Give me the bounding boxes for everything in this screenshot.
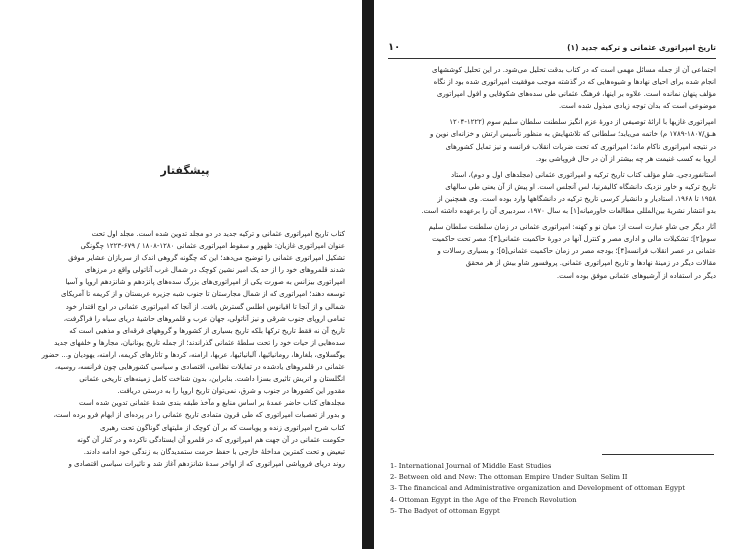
text-line: تبعیض و تحت کمترین مداخلهٔ خارجی با حفظ حرمت ستمدیدگان به زندگی خود ادامه دادند. [83, 447, 345, 456]
text-line: هـق/۱۸۰۷-۱۷۸۹ م) خاتمه می‌یابد؛ سلطانی که تلاشهایش به منظور تأسیس ارتش و خزانه‌ای نوین و [429, 130, 716, 139]
footnote: 2- Between old and New: The ottoman Empire Under Sultan Selim II [390, 473, 628, 482]
text-line: و بدور از تعصبات امپراتوری که طی قرون متمادی تاریخ عثمانی را در پرده‌ای از ابهام فرو برده است، [53, 411, 345, 420]
text-line: امپراتوری بیزانس به صورت یکی از امپراتوری‌های بزرگ سده‌های پانزدهم و شانزدهم اروپا و آسیا [65, 278, 345, 287]
text-line: مجلدهای کتاب حاضر عمدهٔ بر اساس منابع و مآخذ طبقه بندی شدهٔ عثمانی تدوین شده است [79, 399, 345, 408]
text-line: حکومت عثمانی در آن جهت هم امپراتوری که در قلمرو آن ایستادگی ناکرده و در کنار آن گونه [77, 435, 345, 444]
footnote: 3- The financical and Administrative organization and Development of ottoman Egypt [390, 484, 685, 493]
text-line: در نتیجه امپراتوری ناکام ماند؛ امپراتوری که تحت ضربات انقلاب فرانسه و نیز تمایل کشورهای [445, 142, 716, 151]
text-line: ۱۹۵۸ تا ۱۹۶۸، استادیار و دانشیار کرسی تاریخ ترکیه در دانشگاهها وارد بوده است. وی همچنین از [437, 194, 716, 203]
text-line: عنوان امپراتوری غازیان: ظهور و سقوط امپراتوری عثمانی ۱۲۸۰-۱۸۰۸ / ۶۷۹-۱۲۲۳ چگونگی [80, 242, 345, 251]
text-line: دیگر در استفاده از آرشیوهای عثمانی موفق بوده است. [556, 271, 716, 280]
text-line: عثمانی در عصر انقلاب فرانسه[۴]؛ بودجه مصر در زمان حاکمیت عثمانی[۵]؛ و بسیاری رسالات و [437, 247, 716, 256]
text-line: شدند قلمروهای خود را از حد یک امیر نشین کوچک در شمال غرب آناتولی واقع در مرزهای [84, 266, 345, 275]
text-line: انگلستان و اتریش تاثیری بسزا داشت. بنابراین، بدون شناخت کامل زمینه‌های تاریخی عثمانی [79, 375, 345, 384]
text-line: مقدور این کشورها در جنوب و شرق، نمی‌توان تاریخ اروپا را به درستی دریافت. [117, 387, 345, 396]
text-line: تاریخ آن نه فقط تاریخ ترکها بلکه تاریخ بسیاری از کشورها و گروههای فرقه‌ای و مذهبی است که [69, 326, 345, 335]
running-header [388, 42, 716, 58]
text-line: روند دریای فروپاشی امپراتوری که از اواخر سدهٔ شانزدهم آغاز شد و تاثیرات سیاسی اقتصادی و [68, 459, 345, 468]
footnote: 5- The Badyet of ottoman Egypt [390, 506, 500, 515]
text-line: آثار دیگر جی شاو عبارت است از: میان نو و کهنه: امپراتوری عثمانی در زمان سلطنت سلطان سلیم [428, 223, 716, 232]
text-line: عثمانی در قلمروهای یادشده در تمایلات نظامی، اقتصادی و سیاسی کشورهایی چون فرانسه، روسیه، [54, 363, 345, 372]
footnote-rule [602, 454, 714, 455]
text-line: تاریخ ترکیه و خاور نزدیک دانشگاه کالیفرنیا، لس آنجلس است. او پیش از آن یعنی طی سالهای [445, 182, 716, 191]
text-line: استانفوردجی. شاو مؤلف کتاب تاریخ ترکیه و امپراتوری عثمانی (مجلدهای اول و دوم)، استاد [451, 170, 716, 179]
page-number: ۱۰ [388, 42, 401, 53]
main-text [390, 64, 716, 282]
right-page [374, 0, 734, 549]
text-line: مقالات دیگر در زمینهٔ نهادها و تاریخ امپراتوری عثمانی. پروفسور شاو بیش از هر محقق [465, 259, 716, 268]
preface-heading: پیشگفتار [160, 164, 210, 177]
text-line: شمالی و از آنجا تا اقیانوس اطلس گسترش یافت. از آنجا که امپراتوری عثمانی در اوج اقتدار خود [65, 302, 345, 311]
preface-body [20, 228, 345, 470]
text-line: یوگسلاوی، بلغارها، رومانیائیها، آلبانیائیها، عربها، ارامنه، کردها و تاتارهای کریمه، ارامنه، یهودیان و... حضور [41, 350, 345, 359]
text-line: تمامی اروپای جنوب شرقی و نیز آناتولی، جهان عرب و قلمروهای حاشیهٔ دریای سیاه را فراگرفت، [63, 314, 345, 323]
text-line: کتاب تاریخ امپراتوری عثمانی و ترکیه جدید در دو مجلد تدوین شده است. مجلد اول تحت [91, 230, 345, 238]
text-line: انجام شده برای احیای نهادها و شیوه‌هایی که در گذشته موجب موفقیت امپراتوری شده بود از نگاه [433, 78, 716, 87]
text-line: اروپا به کسب غنیمت هر چه بیشتر از آن در حال فروپاشی بود. [535, 154, 716, 163]
text-line: تشکیل امپراتوری عثمانی را توضیح می‌دهد؛ این که چگونه گروهی اندک از سربازان عشایر موفق [68, 254, 345, 263]
text-line: امپراتوری غازیها با ارائهٔ توصیفی از دورهٔ عزم انگیز سلطنت سلطان سلیم سوم (۱۲۲۲-۱۲۰۴ [449, 118, 716, 127]
running-title: تاریخ امپراتوری عثمانی و ترکیه جدید (۱) [567, 43, 716, 52]
text-line: موضوعی است که بدان توجه زیادی مبذول شده است. [558, 102, 716, 111]
text-line: سوم[۲]؛ تشکیلات مالی و اداری مصر و کنترل آنها در دورهٔ حاکمیت عثمانی[۳]؛ مصر تحت حاکمیت [432, 235, 716, 244]
header-rule [388, 58, 716, 59]
text-line: سده‌هایی از حیات خود را تحت سلطهٔ عثمانی گذراندند؛ از جمله تاریخ یونانیان، مجارها و خلفهای جدید [54, 338, 345, 347]
footnote: 4- Ottoman Egypt in the Age of the French Revolution [390, 495, 577, 504]
text-line: اجتماعی آن از جمله مسائل مهمی است که در کتاب بدقت تحلیل می‌شود. در این تحلیل کوششهای [432, 66, 716, 74]
text-line: توسعه دهند؛ امپراتوری که از شمال مجارستان تا جنوب شبه جزیره عربستان و از کریمه تا آمریکای [60, 290, 345, 299]
footnote: 1- International Journal of Middle East Studies [390, 462, 552, 470]
left-page [0, 0, 362, 549]
text-line: بدو انتشار نشریهٔ بین‌المللی مطالعات خاورمیانه[۱] به سال ۱۹۷۰، سردبیری آن را برعهده داشته است. [421, 207, 716, 216]
book-gutter [362, 0, 374, 549]
text-line: مؤلف پنهان نمانده است. علاوه بر اینها، فرهنگ عثمانی طی سده‌های شکوفایی و افول امپراتوری [436, 90, 716, 99]
footnotes [390, 461, 720, 517]
text-line: کتاب شرح امپراتوری زنده و پویاست که بر آن کوچک از ملیتهای گوناگون تحت رهبری [100, 423, 345, 432]
